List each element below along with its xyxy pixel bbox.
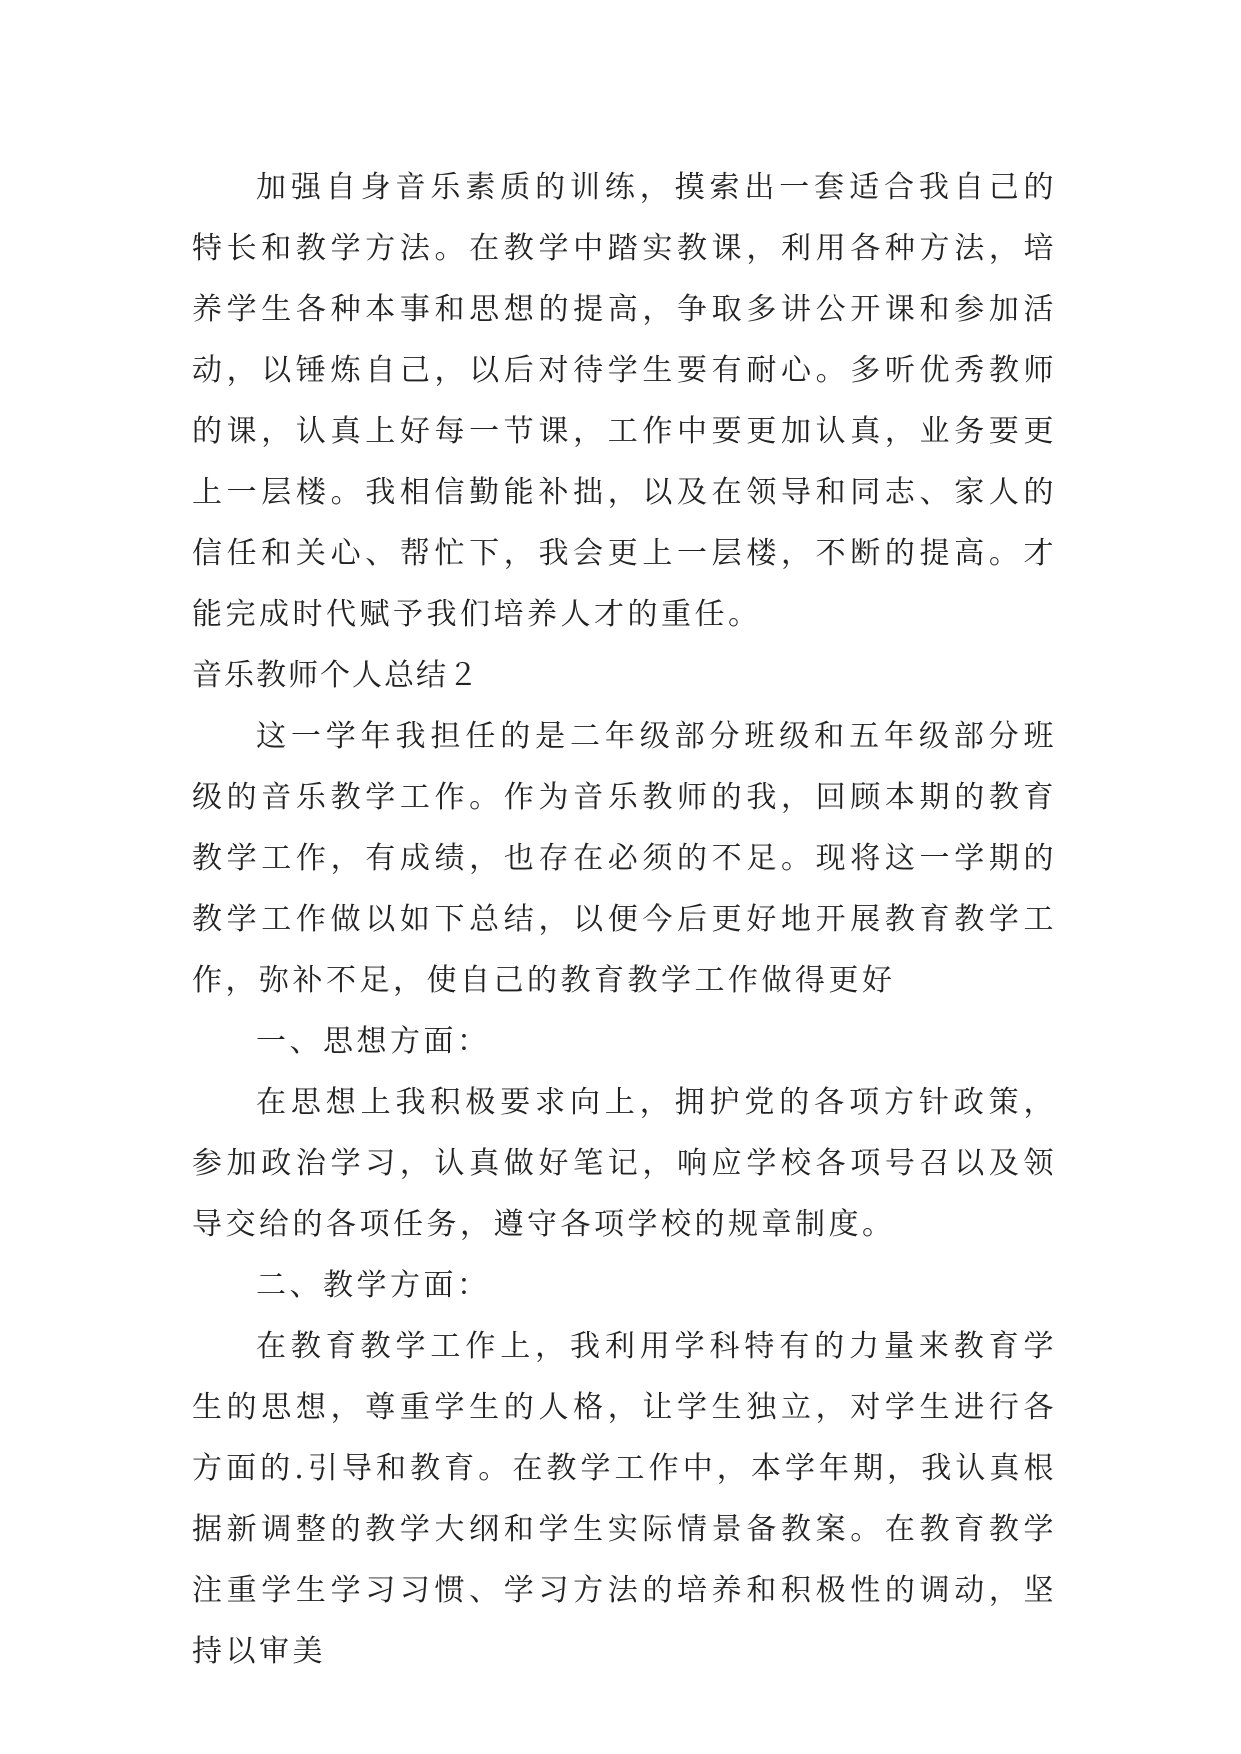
section-heading-teaching: 二、教学方面： [256,1268,491,1303]
section-heading-thought: 一、思想方面： [256,1024,491,1059]
section-title: 音乐教师个人总结２ [192,658,480,693]
paragraph: 在教育教学工作上，我利用学科特有的力量来教育学生的思想，尊重学生的人格，让学生独立，对学生进行各方面的.引导和教育。在教学工作中，本学年期，我认真根据新调整的教学大纲和学生实际情景备教案。在教育教学注重学生学习习惯、学习方法的培养和积极性的调动，坚持以审美 [192,1329,1057,1669]
paragraph: 加强自身音乐素质的训练，摸索出一套适合我自己的特长和教学方法。在教学中踏实教课，利用各种方法，培养学生各种本事和思想的提高，争取多讲公开课和参加活动，以锤炼自己，以后对待学生要有耐心。多听优秀教师的课，认真上好每一节课，工作中要更加认真，业务要更上一层楼。我相信勤能补拙，以及在领导和同志、家人的信任和关心、帮忙下，我会更上一层楼，不断的提高。才能完成时代赋予我们培养人才的重任。 [192,170,1057,632]
paragraph: 这一学年我担任的是二年级部分班级和五年级部分班级的音乐教学工作。作为音乐教师的我，回顾本期的教育教学工作，有成绩，也存在必须的不足。现将这一学期的教学工作做以如下总结，以便今后更好地开展教育教学工作，弥补不足，使自己的教育教学工作做得更好 [192,719,1057,998]
document-body [192,157,1057,1682]
paragraph: 在思想上我积极要求向上，拥护党的各项方针政策，参加政治学习，认真做好笔记，响应学校各项号召以及领导交给的各项任务，遵守各项学校的规章制度。 [192,1085,1057,1242]
